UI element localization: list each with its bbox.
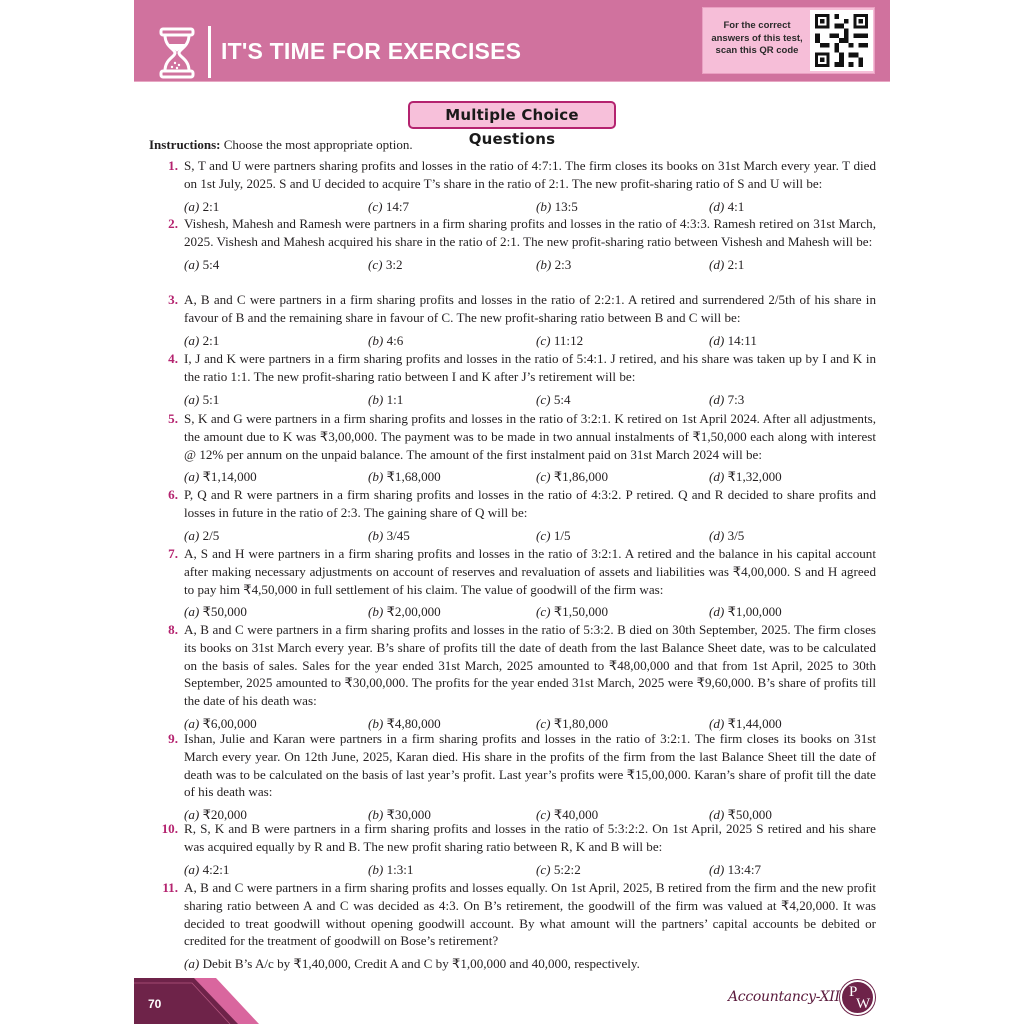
instructions-label: Instructions:: [149, 137, 221, 152]
question-number: 5.: [168, 411, 178, 426]
option[interactable]: (d) ₹1,44,000: [709, 715, 782, 731]
book-title: Accountancy-XII: [728, 989, 840, 1005]
header-divider: [208, 26, 211, 78]
option[interactable]: (a) 2:1: [184, 332, 220, 348]
option[interactable]: (c) 11:12: [536, 332, 584, 348]
option[interactable]: (b) 1:3:1: [368, 861, 414, 877]
question-number: 2.: [168, 216, 178, 231]
question-text: S, T and U were partners sharing profits and losses in the ratio of 4:7:1. The firm closes its books on 31st March every year. T died on 1st July, 2025. S and U decided to acquire T’s share in the ratio of 2:1. The new profit-sharing ratio of S and U will be:: [184, 158, 876, 191]
question-number: 11.: [162, 880, 178, 895]
page-header: [134, 0, 890, 82]
option[interactable]: (a) 2/5: [184, 527, 220, 543]
option[interactable]: (d) 2:1: [709, 256, 745, 272]
option[interactable]: (a) 4:2:1: [184, 861, 230, 877]
option[interactable]: (d) 3/5: [709, 527, 745, 543]
option[interactable]: (c) ₹1,86,000: [536, 469, 608, 485]
option[interactable]: (d) 14:11: [709, 332, 757, 348]
question-number: 3.: [168, 292, 178, 307]
question-text: I, J and K were partners in a firm sharing profits and losses in the ratio of 5:4:1. J retired, and his share was taken up by I and K in the ratio 1:1. The new profit-sharing ratio between I and K after J’s retirement will be:: [184, 351, 876, 384]
question-7: [150, 545, 876, 621]
question-11: [150, 879, 876, 973]
option[interactable]: (d) 7:3: [709, 391, 745, 407]
question-number: 9.: [168, 731, 178, 746]
option[interactable]: (c) 5:2:2: [536, 861, 581, 877]
logo-letter-w: W: [856, 996, 871, 1012]
option[interactable]: (c) ₹40,000: [536, 807, 599, 823]
options: [150, 955, 876, 973]
question-8: [150, 621, 876, 733]
option[interactable]: (d) 13:4:7: [709, 861, 762, 877]
instructions-text: Choose the most appropriate option.: [220, 137, 413, 152]
options: [150, 603, 876, 621]
question-number: 1.: [168, 158, 178, 173]
option[interactable]: (a) ₹20,000: [184, 807, 247, 823]
instructions: [149, 137, 413, 153]
question-6: [150, 486, 876, 545]
option[interactable]: (c) 3:2: [368, 256, 403, 272]
option[interactable]: (a) ₹1,14,000: [184, 469, 257, 485]
option[interactable]: (b) 3/45: [368, 527, 410, 543]
option[interactable]: (b) ₹4,80,000: [368, 715, 441, 731]
section-title: Multiple Choice Questions: [408, 101, 616, 129]
question-number: 4.: [168, 351, 178, 366]
option[interactable]: (d) ₹1,00,000: [709, 604, 782, 620]
option[interactable]: (a) ₹6,00,000: [184, 715, 257, 731]
question-number: 6.: [168, 487, 178, 502]
option[interactable]: (a) 2:1: [184, 198, 220, 214]
question-3: [150, 291, 876, 350]
option[interactable]: (b) ₹30,000: [368, 807, 431, 823]
options: [150, 256, 876, 274]
question-1: [150, 157, 876, 216]
options: [150, 527, 876, 545]
option[interactable]: (d) 4:1: [709, 198, 745, 214]
question-text: A, B and C were partners in a firm sharing profits and losses in the ratio of 2:2:1. A retired and surrendered 2/5th of his share in favour of B and the remaining share in favour of C. The new profit-sharing ratio between B and C will be:: [184, 292, 876, 325]
pw-logo: [840, 980, 875, 1015]
option[interactable]: (c) 14:7: [368, 198, 410, 214]
option[interactable]: (c) ₹1,50,000: [536, 604, 608, 620]
question-text: A, B and C were partners in a firm sharing profits and losses in the ratio of 5:3:2. B died on 30th September, 2025. The firm closes its books on 31st March every year. B’s share of profits till the date of death from the last Balance Sheet date, was to be calculated on the basis of sales. Sales for the year ended 31st March, 2025 amounted to ₹48,00,000 and that from 1st April, 2025 to 30th September, 2025 amounted to ₹30,00,000. The profits for the year ended 31st March, 2025 were ₹9,60,000. B’s share of profits till the date of his death was:: [184, 622, 876, 709]
question-text: A, S and H were partners in a firm sharing profits and losses in the ratio of 3:2:1. A retired and the balance in his capital account after making necessary adjustments on account of reserves and revaluation of assets and liabilities was ₹4,00,000. S and H agreed to pay him ₹4,50,000 in full settlement of his claim. The value of goodwill of the firm was:: [184, 546, 876, 597]
question-number: 7.: [168, 546, 178, 561]
option[interactable]: (c) ₹1,80,000: [536, 715, 608, 731]
option[interactable]: (a) 5:4: [184, 256, 220, 272]
page-header-title: IT'S TIME FOR EXERCISES: [221, 38, 522, 64]
question-text: A, B and C were partners in a firm sharing profits and losses equally. On 1st April, 2025, B retired from the firm and the new profit sharing ratio between A and C was decided as 4:3. On B’s retirement, the goodwill of the firm was valued at ₹4,20,000. It was decided to treat goodwill without opening goodwill account. By what amount will the partners’ capital accounts be debited or credited for the treatment of goodwill on Bose’s retirement?: [184, 880, 876, 949]
option[interactable]: (a) 5:1: [184, 391, 220, 407]
option[interactable]: (c) 5:4: [536, 391, 571, 407]
qr-instruction-text: For the correct answers of this test, scan this QR code: [711, 20, 803, 56]
qr-code[interactable]: [810, 10, 873, 71]
option[interactable]: (d) ₹50,000: [709, 807, 772, 823]
options: [150, 468, 876, 486]
options: [150, 332, 876, 350]
question-text: Vishesh, Mahesh and Ramesh were partners in a firm sharing profits and losses in the ratio of 4:3:3. Ramesh retired on 31st March, 2025. Vishesh and Mahesh acquired his share in the ratio of 2:1. The new profit-sharing ratio between Vishesh and Mahesh will be:: [184, 216, 876, 249]
options: [150, 861, 876, 879]
question-text: Ishan, Julie and Karan were partners in a firm sharing profits and losses in the ratio of 3:2:1. The firm closes its books on 31st March every year. On 12th June, 2025, Karan died. His share in the profits of the firm from the last Balance Sheet till the date of death was to be calculated on the basis of last year’s profit. Last year’s profits were ₹15,00,000. Karan’s share of profit till the date of his death was:: [184, 731, 876, 800]
option[interactable]: (c) 1/5: [536, 527, 571, 543]
question-2: [150, 215, 876, 274]
qr-code-icon: [814, 14, 869, 67]
option[interactable]: (b) ₹1,68,000: [368, 469, 441, 485]
option[interactable]: (b) ₹2,00,000: [368, 604, 441, 620]
question-4: [150, 350, 876, 409]
logo-letter-p: P: [849, 984, 858, 1000]
qr-answer-box: [702, 7, 875, 74]
option[interactable]: (b) 13:5: [536, 198, 578, 214]
option[interactable]: (a) Debit B’s A/c by ₹1,40,000, Credit A and C by ₹1,00,000 and 40,000, respectively.: [184, 956, 640, 972]
question-5: [150, 410, 876, 486]
question-text: R, S, K and B were partners in a firm sharing profits and losses in the ratio of 5:3:2:2. On 1st April, 2025 S retired and his share was acquired equally by R and B. The new profit sharing ratio between R, K and B will be:: [184, 821, 876, 854]
question-text: S, K and G were partners in a firm sharing profits and losses in the ratio of 3:2:1. K retired on 1st April 2024. After all adjustments, the amount due to K was ₹3,00,000. The payment was to be made in two annual instalments of ₹1,50,000 each along with interest @ 12% per annum on the unpaid balance. The amount of the first instalment paid on 31st March 2024 will be:: [184, 411, 876, 462]
question-10: [150, 820, 876, 879]
option[interactable]: (a) ₹50,000: [184, 604, 247, 620]
option[interactable]: (b) 1:1: [368, 391, 404, 407]
option[interactable]: (b) 2:3: [536, 256, 572, 272]
page-number: 70: [148, 997, 162, 1011]
options: [150, 391, 876, 409]
option[interactable]: (b) 4:6: [368, 332, 404, 348]
question-number: 8.: [168, 622, 178, 637]
option[interactable]: (d) ₹1,32,000: [709, 469, 782, 485]
options: [150, 198, 876, 216]
question-9: [150, 730, 876, 824]
question-number: 10.: [161, 821, 178, 836]
hourglass-icon: [159, 27, 195, 79]
question-text: P, Q and R were partners in a firm sharing profits and losses in the ratio of 4:3:2. P retired. Q and R decided to share profits and losses in future in the ratio of 2:3. The gaining share of Q will be:: [184, 487, 876, 520]
